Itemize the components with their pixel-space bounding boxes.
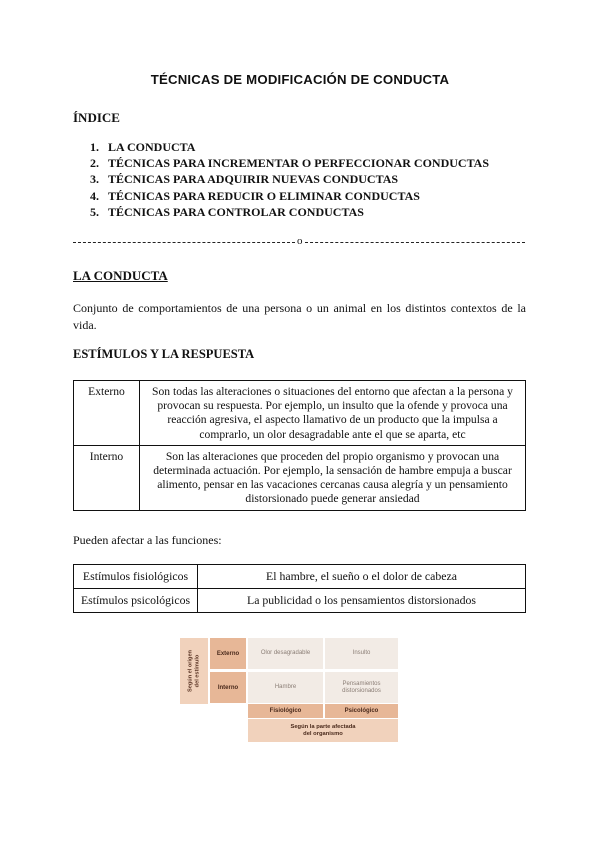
- function-type-cell: Estímulos fisiológicos: [74, 565, 198, 589]
- function-type-cell: Estímulos psicológicos: [74, 589, 198, 613]
- toc-item-number: 1.: [90, 140, 99, 154]
- toc-item: [90, 139, 489, 155]
- section-divider: [73, 236, 525, 248]
- table-row: [74, 381, 526, 446]
- toc-item-number: 4.: [90, 188, 99, 203]
- functions-table: [73, 564, 526, 613]
- figure-bottom-label-line1: Según la parte afectada: [290, 723, 356, 730]
- toc-item-label: TÉCNICAS PARA CONTROLAR CONDUCTAS: [108, 204, 364, 219]
- section-heading-la-conducta: LA CONDUCTA: [73, 268, 168, 283]
- toc-item-number: 2.: [90, 156, 99, 171]
- figure-row-label-externo: Externo: [210, 638, 246, 669]
- figure-cell: Hambre: [248, 672, 323, 703]
- figure-bottom-label-line2: del organismo: [303, 730, 343, 737]
- toc-item: [90, 188, 489, 204]
- figure-bottom-label: [248, 719, 398, 742]
- figure-row-label-interno: Interno: [210, 672, 246, 703]
- figure-side-label-line1: Según el origen: [187, 650, 194, 692]
- functions-lead-text: Pueden afectar a las funciones:: [73, 533, 222, 547]
- divider-line-right: [305, 242, 525, 243]
- table-row: [74, 445, 526, 510]
- figure-side-label: [180, 638, 208, 704]
- subsection-heading-estimulos: ESTÍMULOS Y LA RESPUESTA: [73, 347, 255, 361]
- toc-item-label: TÉCNICAS PARA INCREMENTAR O PERFECCIONAR CONDUCTAS: [108, 156, 490, 171]
- stimuli-table: [73, 380, 526, 511]
- document-title: TÉCNICAS DE MODIFICACIÓN DE CONDUCTA: [150, 72, 450, 87]
- figure-col-label-fisiologico: Fisiológico: [248, 704, 323, 718]
- figure-cell: Insulto: [325, 638, 398, 669]
- toc-item: [90, 171, 489, 187]
- stimulus-type-cell: Interno: [74, 445, 140, 510]
- index-heading: ÍNDICE: [73, 110, 120, 125]
- toc-item-label: TÉCNICAS PARA REDUCIR O ELIMINAR CONDUCTAS: [108, 188, 420, 203]
- stimuli-classification-figure: [180, 638, 398, 742]
- table-row: [74, 565, 526, 589]
- stimulus-type-cell: Externo: [74, 381, 140, 446]
- stimulus-description-cell: Son todas las alteraciones o situaciones del entorno que afectan a la persona y provocan su respuesta. Por ejemplo, un insulto que la ofende y provoca una reacción agresiva, el aspecto llamativo de un producto que la impulsa a comprarlo, un olor desagradable ante el que se aparta, etc: [140, 381, 526, 446]
- function-example-cell: El hambre, el sueño o el dolor de cabeza: [198, 565, 526, 589]
- figure-col-label-psicologico: Psicológico: [325, 704, 398, 718]
- figure-side-label-line2: del estímulo: [194, 654, 200, 688]
- toc-item: [90, 204, 489, 220]
- divider-line-left: [73, 242, 295, 243]
- figure-cell: Olor desagradable: [248, 638, 323, 669]
- divider-mark: o: [297, 235, 303, 247]
- table-of-contents: [90, 139, 489, 220]
- toc-item-label: LA CONDUCTA: [108, 140, 196, 154]
- toc-item-number: 3.: [90, 172, 99, 187]
- toc-item-number: 5.: [90, 204, 99, 219]
- section-paragraph: Conjunto de comportamientos de una persona o un animal en los distintos contextos de la vida.: [73, 301, 526, 332]
- figure-cell: Pensamientos distorsionados: [325, 672, 398, 703]
- function-example-cell: La publicidad o los pensamientos distorsionados: [198, 589, 526, 613]
- stimulus-description-cell: Son las alteraciones que proceden del propio organismo y provocan una determinada actuación. Por ejemplo, la sensación de hambre empuja a buscar alimento, pensar en las vacaciones cercanas causa alegría y un pensamiento distorsionado puede generar ansiedad: [140, 445, 526, 510]
- toc-item: [90, 155, 489, 171]
- toc-item-label: TÉCNICAS PARA ADQUIRIR NUEVAS CONDUCTAS: [108, 172, 399, 187]
- table-row: [74, 589, 526, 613]
